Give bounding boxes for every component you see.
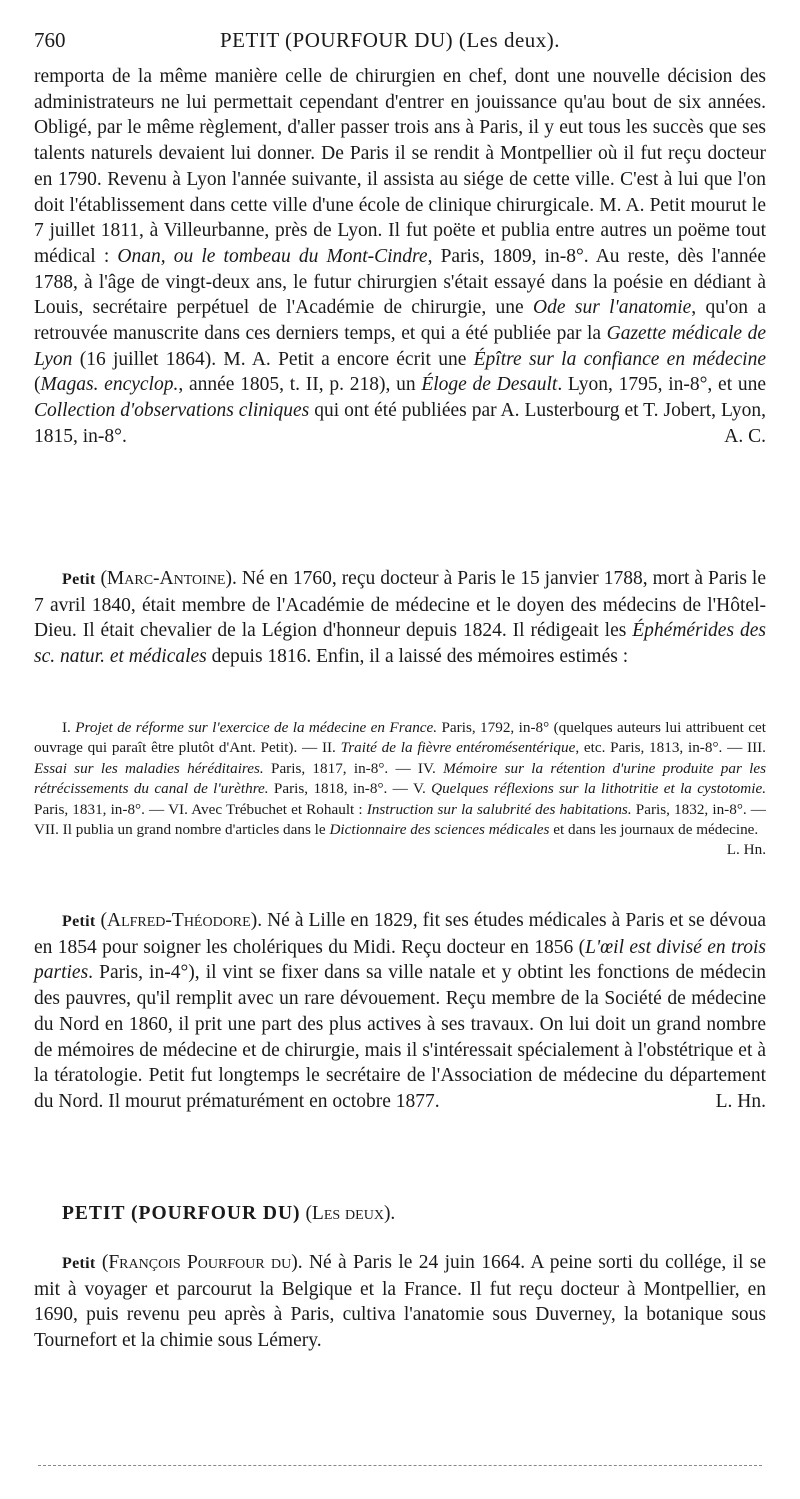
text-run: Paris, 1818, in-8°. — V. (268, 780, 432, 798)
text-run: (16 juillet 1864). M. A. Petit a encore écrit une (72, 348, 474, 370)
work-title: Magas. encyclop. (40, 374, 179, 396)
entry-forename: (François Pourfour du). (101, 1252, 303, 1273)
work-title: Ode sur l'anatomie (533, 297, 692, 319)
entry-name: Petit (62, 571, 96, 588)
text-run: , année 1805, t. II, p. 218), un (178, 374, 422, 396)
work-title: Traité de la fièvre entéromésentérique (340, 739, 576, 757)
text-run: Paris, 1792, in-8° (quelques auteurs lui attribuent cet ouvrage qui paraît être plutôt d'Ant. Petit). — II. (34, 719, 767, 757)
text-run: , Paris, 1809, in-8°. Au reste, dès l'année 1788, à l'âge de vingt-deux ans, le futur chirurgien s'était essayé dans la poésie en dédiant à Louis, secrétaire perpétuel de l'Académie de chirurgie, une (34, 245, 766, 319)
entry-marc-antoine (34, 566, 766, 670)
work-title: Onan, ou le tombeau du Mont-Cindre (117, 245, 428, 267)
entry-name: Petit (62, 1255, 96, 1272)
page-number: 760 (34, 28, 66, 52)
work-title: Collection d'observations cliniques (34, 400, 310, 422)
entry-paragraph (34, 908, 766, 1115)
text-run: . Lyon, 1795, in-8°, et une (557, 374, 766, 396)
work-title: Éloge de Desault (421, 374, 558, 396)
text-run: Né à Paris le 24 juin 1664. A peine sorti du collége, il se mit à voyager et parcourut la Belgique et la France. Il fut reçu docteur à Montpellier, en 1690, puis revenu peu après à Paris, cultiva l'anatomie sous Duverney, la botanique sous Tournefort et la chimie sous Lémery. (34, 1252, 767, 1352)
work-title: Instruction sur la salubrité des habitations. (366, 800, 632, 818)
subheading-main: PETIT (POURFOUR DU) (62, 1203, 301, 1224)
text-run: qui ont été publiées par A. Lusterbourg et T. Jobert, Lyon, 1815, in-8°. (34, 400, 766, 447)
text-run: , etc. Paris, 1813, in-8°. — III. (575, 739, 766, 757)
bottom-rule (38, 1465, 762, 1466)
bibliography-paragraph (34, 718, 767, 859)
work-title: Dictionnaire des sciences médicales (329, 821, 550, 839)
entry-alfred-theodore (34, 908, 766, 1115)
subheading-sub: (Les deux). (305, 1203, 396, 1224)
text-run: Paris, 1831, in-8°. — VI. Avec Trébuchet et Rohault : (34, 800, 367, 818)
text-run: depuis 1816. Enfin, il a laissé des mémoires estimés : (206, 646, 629, 668)
author-signature: A. C. (724, 425, 766, 447)
text-run: . Paris, in-4°), il vint se fixer dans sa ville natale et y obtint les fonctions de médecin des pauvres, qu'il remplit avec un rare dévouement. Reçu membre de la Société de médecine du Nord en 1860, il prit une part des plus actives à ses travaux. On lui doit un grand nombre de mémoires de médecine et de chirurgie, mais il s'intéressait spécialement à l'obstétrique et à la tératologie. Petit fut longtemps le secrétaire de l'Association de médecine du département du Nord. Il mourut prématurément en octobre 1877. (34, 962, 766, 1112)
text-run: I. (62, 719, 76, 736)
continuation-paragraph (34, 64, 766, 450)
work-title: Éphémérides des sc. natur. et médicales (34, 620, 766, 668)
section-subheading (62, 1203, 395, 1225)
text-run: Né en 1760, reçu docteur à Paris le 15 janvier 1788, mort à Paris le 7 avril 1840, était membre de l'Académie de médecine et le doyen des médecins de l'Hôtel-Dieu. Il était chevalier de la Légion d'honneur depuis 1824. Il rédigeait les (34, 568, 766, 642)
text-run: Paris, 1817, in-8°. — IV. (263, 759, 444, 777)
text-run: remporta de la même manière celle de chirurgien en chef, dont une nouvelle décision des administrateurs ne lui permettait cependant d'entrer en jouissance qu'au bout de six années. Obligé, par le même règlement, d'aller passer trois ans à Paris, il y eut tous les succès que ses talents naturels devaient lui donner. De Paris il se rendit à Montpellier où il fut reçu docteur en 1790. Revenu à Lyon l'année suivante, il assista au siége de cette ville. C'est à lui que l'on doit l'établissement dans cette ville d'une école de clinique chirurgicale. M. A. Petit mourut le 7 juillet 1811, à Villeurbanne, près de Lyon. Il fut poëte et publia entre autres un poëme tout médical : (34, 66, 766, 267)
page-header (34, 28, 766, 58)
work-title: Mémoire sur la rétention d'urine produite par les rétrécissements du canal de l'urèthre. (34, 759, 767, 798)
text-run: , qu'on a retrouvée manuscrite dans ces derniers temps, et qui a été publiée par la (34, 297, 766, 345)
work-title: Quelques réflexions sur la lithotritie et la cystotomie. (431, 780, 766, 798)
work-title: Essai sur les maladies héréditaires. (34, 759, 264, 777)
text-run: Paris, 1832, in-8°. — VII. Il publia un grand nombre d'articles dans le (34, 800, 766, 839)
running-title: PETIT (POURFOUR DU) (Les deux). (220, 28, 561, 52)
entry-francois (34, 1250, 766, 1354)
work-title: Gazette médicale de Lyon (34, 323, 767, 370)
entry-forename: (Marc-Antoine). (100, 568, 237, 589)
work-title: L'œil est divisé en trois parties (34, 936, 766, 984)
entry-forename: (Alfred-Théodore). (100, 910, 263, 931)
continuation-section (34, 64, 766, 450)
entry-paragraph (34, 1250, 766, 1354)
text-run: et dans les journaux de médecine. (549, 821, 759, 839)
author-signature: L. Hn. (715, 1090, 766, 1112)
entry-paragraph (34, 566, 766, 670)
text-run: ( (34, 374, 41, 396)
work-title: Épître sur la confiance en médecine (473, 348, 766, 370)
text-run: Né à Lille en 1829, fit ses études médicales à Paris et se dévoua en 1854 pour soigner les cholériques du Midi. Reçu docteur en 1856 ( (34, 910, 766, 958)
work-title: Projet de réforme sur l'exercice de la médecine en France. (75, 719, 438, 736)
author-signature: L. Hn. (726, 841, 766, 859)
entry-name: Petit (62, 913, 96, 930)
bibliography-block (34, 718, 766, 861)
